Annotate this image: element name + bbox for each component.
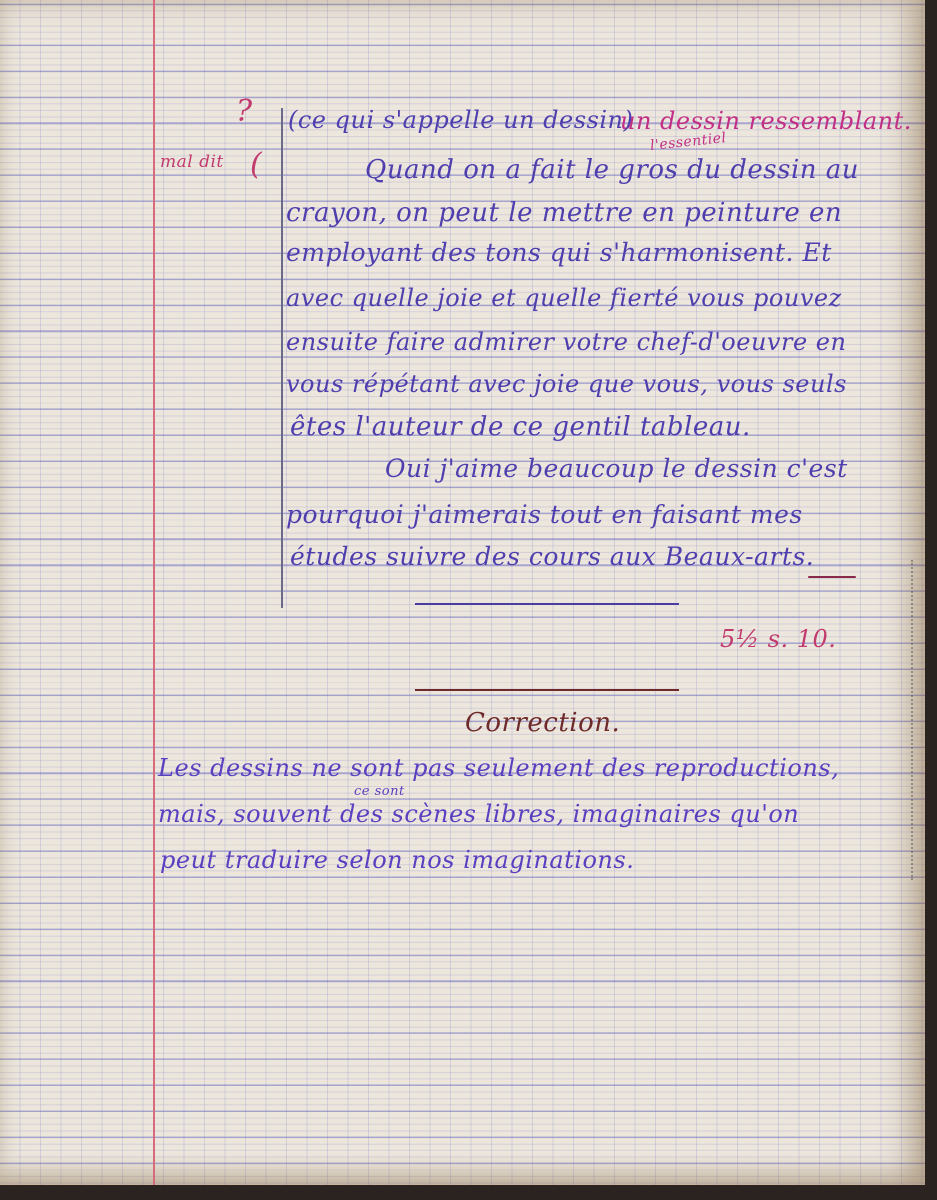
essay-line-8: êtes l'auteur de ce gentil tableau. bbox=[290, 412, 751, 442]
essay-line-10: pourquoi j'aimerais tout en faisant mes bbox=[286, 500, 803, 529]
teacher-insert-essentiel: l'essentiel bbox=[649, 130, 728, 154]
correction-line-3: peut traduire selon nos imaginations. bbox=[160, 846, 635, 874]
separator-1 bbox=[415, 603, 679, 605]
correction-line-1: Les dessins ne sont pas seulement des reproductions, bbox=[158, 754, 840, 782]
essay-line-3: crayon, on peut le mettre en peinture en bbox=[286, 198, 843, 228]
essay-line-1: (ce qui s'appelle un dessin) bbox=[288, 106, 634, 134]
teacher-replacement: un dessin ressemblant. bbox=[620, 107, 912, 135]
separator-2 bbox=[415, 689, 679, 691]
correction-insert-ce-sont: ce sont bbox=[354, 784, 405, 799]
essay-line-7: vous répétant avec joie que vous, vous seuls bbox=[286, 370, 847, 398]
essay-line-4: employant des tons qui s'harmonisent. Et bbox=[286, 238, 832, 267]
essay-line-9: Oui j'aime beaucoup le dessin c'est bbox=[385, 454, 848, 483]
essay-line-2: Quand on a fait le gros du dessin au bbox=[365, 155, 860, 185]
margin-question-mark: ? bbox=[236, 94, 253, 129]
essay-line-5: avec quelle joie et quelle fierté vous pouvez bbox=[286, 284, 842, 312]
grade: 5½ s. 10. bbox=[720, 625, 837, 653]
binding-stitches bbox=[901, 560, 913, 880]
inner-margin-line bbox=[281, 108, 283, 608]
correction-line-2: mais, souvent des scènes libres, imaginaires qu'on bbox=[158, 800, 800, 828]
correction-title: Correction. bbox=[465, 708, 621, 738]
underline-beaux-arts bbox=[808, 576, 856, 578]
margin-note-mal-dit: mal dit bbox=[160, 152, 224, 172]
margin-line bbox=[153, 0, 155, 1185]
essay-line-6: ensuite faire admirer votre chef-d'oeuvre en bbox=[286, 328, 847, 356]
essay-line-11: études suivre des cours aux Beaux-arts. bbox=[290, 542, 815, 571]
margin-bracket: ( bbox=[250, 147, 263, 182]
